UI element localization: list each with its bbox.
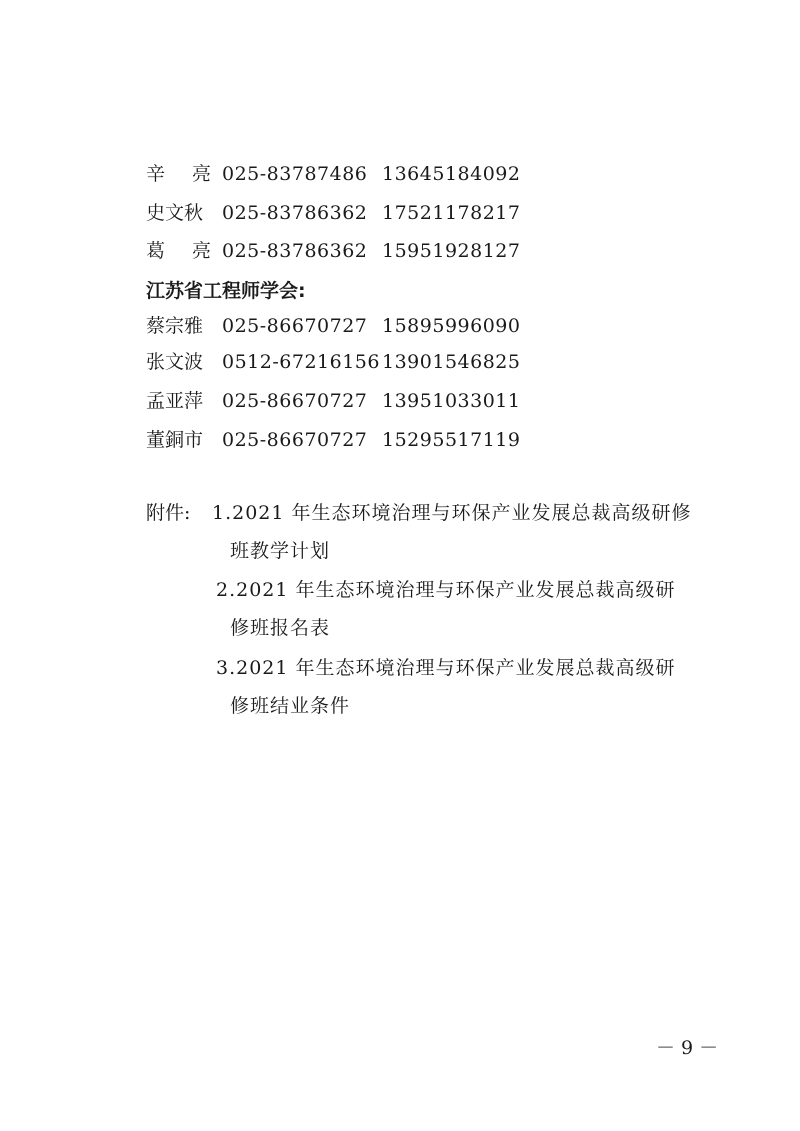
contact-name: 蔡宗雅: [146, 315, 204, 337]
contact-mobile: 13645184092: [382, 163, 521, 185]
org-heading: 江苏省工程师学会:: [146, 280, 306, 302]
attachment-line: 2.2021 年生态环境治理与环保产业发展总裁高级研: [216, 579, 676, 601]
contact-tel: 0512-67216156: [222, 351, 380, 373]
contact-tel: 025-86670727: [222, 390, 368, 412]
attachment-line: 修班结业条件: [230, 695, 351, 717]
page-number: －9－: [656, 1037, 725, 1059]
contact-name: 孟亚萍: [146, 390, 204, 412]
contact-mobile: 15295517119: [382, 429, 521, 451]
contact-name: 葛亮: [146, 240, 239, 262]
contact-tel: 025-83787486: [222, 163, 368, 185]
attachments-label: 附件:: [146, 502, 191, 524]
contact-name: 辛亮: [146, 163, 239, 185]
contact-mobile: 15895996090: [382, 315, 521, 337]
attachment-line: 1.2021 年生态环境治理与环保产业发展总裁高级研修: [212, 502, 692, 524]
contact-tel: 025-83786362: [222, 202, 368, 224]
contact-tel: 025-86670727: [222, 429, 368, 451]
contact-tel: 025-86670727: [222, 315, 368, 337]
contact-mobile: 15951928127: [382, 240, 521, 262]
contact-mobile: 13901546825: [382, 351, 521, 373]
contact-tel: 025-83786362: [222, 240, 368, 262]
contact-name: 董銅市: [146, 429, 204, 451]
contact-mobile: 17521178217: [382, 202, 521, 224]
attachment-line: 修班报名表: [230, 617, 331, 639]
contact-name: 张文波: [146, 351, 204, 373]
attachment-line: 班教学计划: [230, 540, 331, 562]
contact-name: 史文秋: [146, 202, 204, 224]
contact-mobile: 13951033011: [382, 390, 521, 412]
attachment-line: 3.2021 年生态环境治理与环保产业发展总裁高级研: [216, 657, 676, 679]
